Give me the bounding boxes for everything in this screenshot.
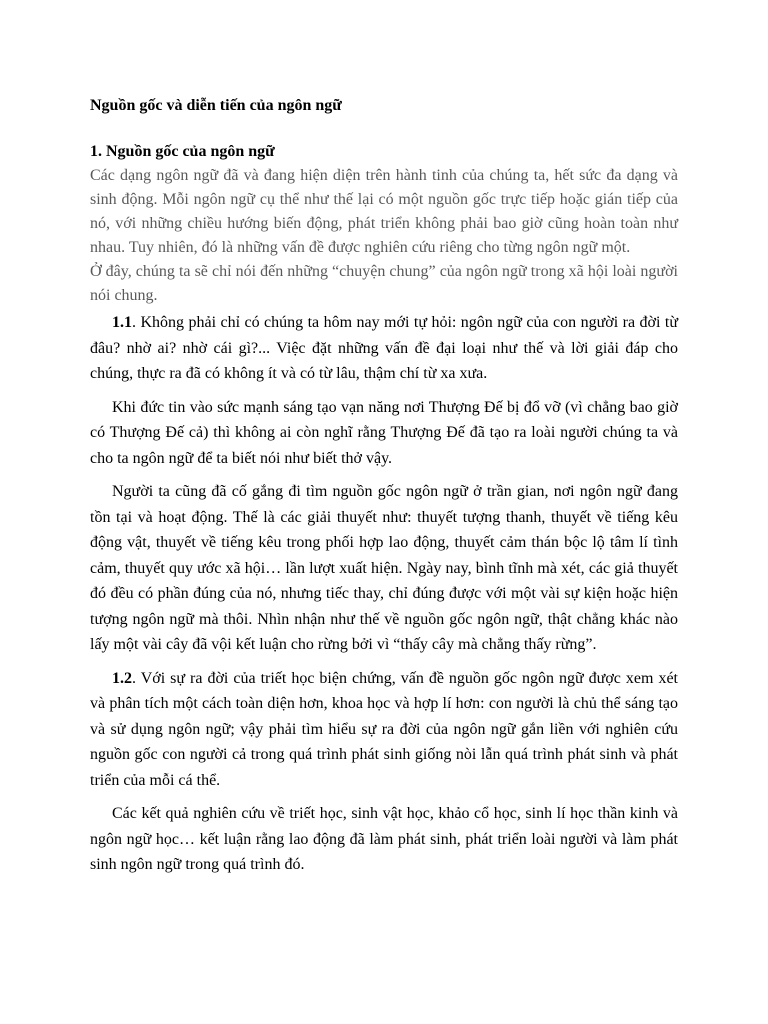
document-page xyxy=(90,94,678,886)
intro-paragraph-2: Ở đây, chúng ta sẽ chỉ nói đến những “chuyện chung” của ngôn ngữ trong xã hội loài người nói chung. xyxy=(90,263,678,304)
paragraph-3: Người ta cũng đã cố gắng đi tìm nguồn gốc ngôn ngữ ở trần gian, nơi ngôn ngữ đang tồn tại và hoạt động. Thế là các giải thuyết như: thuyết tượng thanh, thuyết về tiếng kêu động vật, thuyết về tiếng kêu trong phối hợp lao động, thuyết cảm thán bộc lộ tâm lí tình cảm, thuyết quy ước xã hội… lần lượt xuất hiện. Ngày nay, bình tĩnh mà xét, các giả thuyết đó đều có phần đúng của nó, nhưng tiếc thay, chỉ đúng được với một vài sự kiện hoặc hiện tượng ngôn ngữ mà thôi. Nhìn nhận như thế về nguồn gốc ngôn ngữ, thật chẳng khác nào lấy một vài cây đã vội kết luận cho rừng bởi vì “thấy cây mà chẳng thấy rừng”. xyxy=(90,483,678,653)
document-title: Nguồn gốc và diễn tiến của ngôn ngữ xyxy=(90,97,342,114)
paragraph-number: 1.2 xyxy=(112,669,132,687)
paragraph-text: . Với sự ra đời của triết học biện chứng, vấn đề nguồn gốc ngôn ngữ được xem xét và phân tích một cách toàn diện hơn, khoa học và hợp lí hơn: con người là chủ thể sáng tạo và sử dụng ngôn ngữ; vậy phải tìm hiểu sự ra đời của ngôn ngữ gắn liền với nghiên cứu nguồn gốc con người cả trong quá trình phát sinh giống nòi lẫn quá trình phát sinh và phát triển của mỗi cá thể. xyxy=(90,669,678,789)
section-heading: 1. Nguồn gốc của ngôn ngữ xyxy=(90,143,275,160)
paragraph-text: . Không phải chỉ có chúng ta hôm nay mới tự hỏi: ngôn ngữ của con người ra đời từ đâu? nhờ ai? nhờ cái gì?... Việc đặt những vấn đề đại loại như thế và lời giải đáp cho chúng, thực ra đã có không ít và có từ lâu, thậm chí từ xa xưa. xyxy=(90,314,678,382)
paragraph-number: 1.1 xyxy=(112,314,132,331)
paragraph-2: Khi đức tin vào sức mạnh sáng tạo vạn năng nơi Thượng Đế bị đổ vỡ (vì chẳng bao giờ có Thượng Đế cả) thì không ai còn nghĩ rằng Thượng Đế đã tạo ra loài người chúng ta và cho ta ngôn ngữ để ta biết nói như biết thở vậy. xyxy=(90,398,678,467)
paragraph-1-1 xyxy=(90,310,678,387)
intro-paragraph-1: Các dạng ngôn ngữ đã và đang hiện diện trên hành tinh của chúng ta, hết sức đa dạng và sinh động. Mỗi ngôn ngữ cụ thể như thế lại có một nguồn gốc trực tiếp hoặc gián tiếp của nó, với những chiều hướng biến động, phát triển không phải bao giờ cũng hoàn toàn như nhau. Tuy nhiên, đó là những vấn đề được nghiên cứu riêng cho từng ngôn ngữ một. xyxy=(90,167,678,256)
paragraph-5: Các kết quả nghiên cứu về triết học, sinh vật học, khảo cổ học, sinh lí học thần kinh và ngôn ngữ học… kết luận rằng lao động đã làm phát sinh, phát triển loài người và làm phát sinh ngôn ngữ trong quá trình đó. xyxy=(90,805,678,873)
paragraph-1-2 xyxy=(90,666,678,794)
